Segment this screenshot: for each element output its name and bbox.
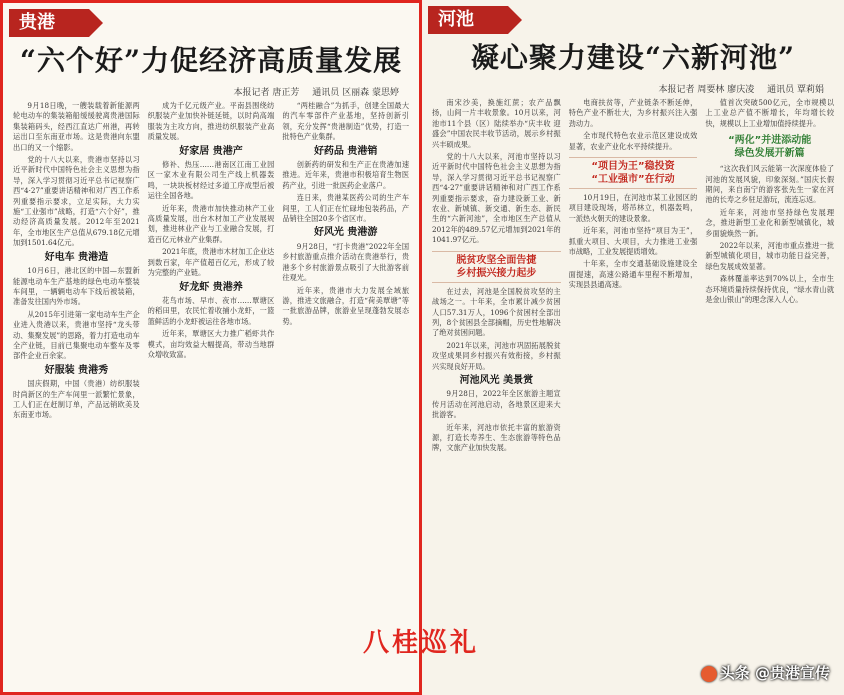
region-tag-guigang: 贵港 bbox=[9, 9, 89, 37]
column-2 bbox=[148, 101, 275, 684]
paragraph: 在过去，河池是全国脱贫攻坚的主战场之一。十年来，全市累计减少贫困人口57.31万人，1096个贫困村全部出列，8个贫困县全部摘帽，历史性地解决了绝对贫困问题。 bbox=[432, 286, 561, 338]
article-title-hechi: 凝心聚力建设“六新河池” bbox=[470, 41, 796, 74]
paragraph: 近年来，河池市坚持“项目为王”，抓重大项目、大项目，大力推进工业强市战略，工业发展提质增效。 bbox=[568, 226, 698, 257]
column-2 bbox=[569, 98, 698, 687]
paragraph: 9月18日晚，一艘装载着新能源两轮电动车的集装箱船缓缓驶离贵港国际集装箱码头，经西江直达广州港，再转运出口至东南亚市场。这是贵港向东盟出口的又一个缩影。 bbox=[13, 101, 140, 152]
section-heading: “项目为王”稳投资 “工业强市”在行动 bbox=[569, 157, 698, 189]
paragraph: 党的十八大以来，河池市坚持以习近平新时代中国特色社会主义思想为指导，深入学习贯彻习近平总书记视察广西“4·27”重要讲话精神和对广西工作系列重要指示要求，奋力建设新工业、新农业、新城镇、新交通、新生态、新民生的“六新河池”，全市地区生产总值从2012年的489.57亿元增加到2021年的1041.97亿元。 bbox=[432, 152, 561, 245]
byline-hechi bbox=[649, 82, 824, 95]
paragraph: 连日来，贵港某医药公司的生产车间里，工人们正在忙碌地包装药品，产品销往全国20多个省区市。 bbox=[282, 193, 410, 224]
column-3 bbox=[705, 98, 834, 687]
byline-guigang bbox=[224, 85, 399, 98]
byline-reporter: 本报记者 唐正芳 bbox=[233, 88, 300, 98]
region-tag-hechi: 河池 bbox=[428, 6, 508, 34]
paragraph: 近年来，贵港市大力发展全域旅游，推进文旅融合，打造“荷美覃塘”等一批旅游品牌，旅游业呈现蓬勃发展态势。 bbox=[282, 285, 410, 326]
paragraph: 创新药的研发和生产正在贵港加速推进。近年来，贵港市积极培育生物医药产业，引进一批医药企业落户。 bbox=[282, 160, 410, 190]
paragraph: 近年来，河池市坚持绿色发展理念，推进新型工业化和新型城镇化，城乡面貌焕然一新。 bbox=[705, 207, 835, 238]
section-heading: 好家居 贵港产 bbox=[179, 145, 243, 157]
byline-correspondent: 通讯员 覃莉娟 bbox=[767, 85, 824, 95]
paragraph: 2022年以来，河池市重点推进一批新型城镇化项目，城市功能日益完善，绿色发展成效显著。 bbox=[705, 241, 835, 271]
paragraph: 10月19日，在河池市某工业园区的项目建设现场，塔吊林立，机器轰鸣，一派热火朝天的建设景象。 bbox=[568, 193, 698, 223]
paragraph: 南宋沙美，换施红蔗；农产品飘扬，山间一片丰收景象。10月以来，河池市11个县（区）陆续举办“庆丰收 迎盛会”中国农民丰收节活动，展示乡村振兴丰硕成果。 bbox=[432, 98, 561, 149]
paragraph: 森林覆盖率达到70%以上，全市生态环境质量持续保持优良，“绿水青山就是金山银山”的理念深入人心。 bbox=[705, 274, 835, 305]
section-heading: 好龙虾 贵港养 bbox=[179, 281, 243, 293]
paragraph: 电商扶贫等，产业链条不断延伸，特色产业不断壮大，为乡村振兴注入强劲动力。 bbox=[568, 98, 698, 128]
watermark-text: 头条 @贵港宣传 bbox=[719, 664, 830, 682]
paragraph: 成为千亿元级产业。平南县围绕纺织服装产业加快补链延链，以时尚高端服装为主攻方向，推进纺织服装产业高质量发展。 bbox=[147, 101, 275, 142]
paragraph: 9月28日，“打卡贵港”2022年全国乡村旅游重点推介活动在贵港举行，贵港多个乡村旅游景点吸引了大批游客前往观光。 bbox=[282, 241, 410, 283]
paragraph: 修补、热压……港南区江南工业园区一家木业有限公司生产线上机器轰鸣，一块块板材经过多道工序成型后被运往全国各地。 bbox=[147, 160, 275, 201]
section-heading: 脱贫攻坚全面告捷 乡村振兴接力起步 bbox=[432, 251, 561, 283]
paragraph: 近年来，贵港市加快推动林产工业高质量发展，出台木材加工产业发展规划，推进林业产业与工业融合发展，打造百亿元林业产业集群。 bbox=[147, 203, 275, 244]
paragraph: 10月6日，港北区的中国—东盟新能源电动车生产基地的绿色电动车整装车间里，一辆辆电动车下线后被装箱，准备发往国内外市场。 bbox=[13, 266, 140, 307]
byline-reporter: 本报记者 周要林 廖庆凌 bbox=[658, 85, 755, 95]
paragraph: 2021年以来，河池市巩固拓展脱贫攻坚成果同乡村振兴有效衔接，乡村振兴实现良好开局。 bbox=[432, 340, 561, 371]
hechi-article bbox=[422, 0, 844, 695]
paragraph: 值首次突破500亿元，全市规模以上工业总产值不断增长，年均增长较快，规模以上工业增加值持续提升。 bbox=[705, 98, 835, 128]
paragraph: 十年来，全市交通基础设施建设全面提速，高速公路通车里程不断增加，实现县县通高速。 bbox=[568, 259, 698, 290]
series-stamp: 八桂巡礼 bbox=[363, 628, 480, 658]
byline-correspondent: 通讯员 区丽森 蒙思婷 bbox=[312, 88, 399, 98]
section-heading: 好风光 贵港游 bbox=[313, 227, 378, 239]
section-heading: 好服装 贵港秀 bbox=[44, 364, 109, 376]
paragraph: 全市现代特色农业示范区建设成效显著，农业产业化水平持续提升。 bbox=[568, 131, 698, 151]
column-1 bbox=[432, 98, 561, 687]
paragraph: 近年来，覃塘区大力推广稻虾共作模式，亩均效益大幅提高，带动当地群众增收致富。 bbox=[147, 329, 275, 359]
paragraph: 从2015年引进第一家电动车生产企业进入贵港以来，贵港市坚持“龙头带动、集聚发展”的思路，着力打造电动车全产业链，目前已集聚电动车整车及零部件企业百余家。 bbox=[13, 309, 140, 361]
article-columns bbox=[432, 98, 834, 687]
article-title-guigang: “六个好”力促经济高质量发展 bbox=[19, 44, 403, 77]
column-1 bbox=[13, 101, 140, 684]
paragraph: 国庆假期，中国（贵港）纺织服装时尚新区的生产车间里一派繁忙景象，工人们正在赶制订单，产品远销欧美及东南亚市场。 bbox=[13, 379, 140, 420]
paragraph: “两桂融合”为抓手，创建全国最大的汽车零部件产业基地，坚持创新引领，充分发挥“贵港制造”优势，打造一批特色产业集群。 bbox=[282, 101, 410, 142]
article-columns bbox=[13, 101, 409, 684]
source-watermark bbox=[698, 662, 830, 683]
column-3 bbox=[282, 101, 409, 684]
paragraph: “这次我们风云能第一次深度体验了河池的发展风貌，印象深刻。”国庆长假期间，来自南宁的游客张先生一家在河池的长寿之乡驻足游玩，流连忘返。 bbox=[705, 164, 835, 205]
toutiao-logo-icon bbox=[701, 666, 717, 682]
paragraph: 近年来，河池市依托丰富的旅游资源，打造长寿养生、生态旅游等特色品牌，文旅产业加快发展。 bbox=[432, 422, 561, 453]
paragraph: 花鸟市场、早市、夜市……覃塘区的稻田里，农民忙着收捕小龙虾，一篮篮鲜活的小龙虾被运往各地市场。 bbox=[147, 295, 275, 326]
paragraph: 2021年底，贵港市木材加工企业达到数百家，年产值超百亿元，形成了较为完整的产业链。 bbox=[147, 247, 275, 278]
section-heading: 河池风光 美景赏 bbox=[459, 374, 534, 386]
section-heading: 好电车 贵港造 bbox=[44, 251, 109, 263]
paragraph: 党的十八大以来，贵港市坚持以习近平新时代中国特色社会主义思想为指导，深入学习贯彻习近平总书记视察广西“4·27”重要讲话精神和对广西工作系列重要指示要求，立足实际，大力实施“工业强市”战略，打造“六个好”，推动经济高质量发展。2012年至2021年，全市地区生产总值从679.18亿元增加到1501.64亿元。 bbox=[13, 155, 140, 248]
section-heading: “两化”并进添动能 绿色发展开新篇 bbox=[728, 135, 812, 160]
section-heading: 好药品 贵港销 bbox=[313, 145, 378, 157]
paragraph: 9月28日，2022年全区旅游主题宣传月活动在河池启动，各地景区迎来大批游客。 bbox=[432, 389, 561, 420]
